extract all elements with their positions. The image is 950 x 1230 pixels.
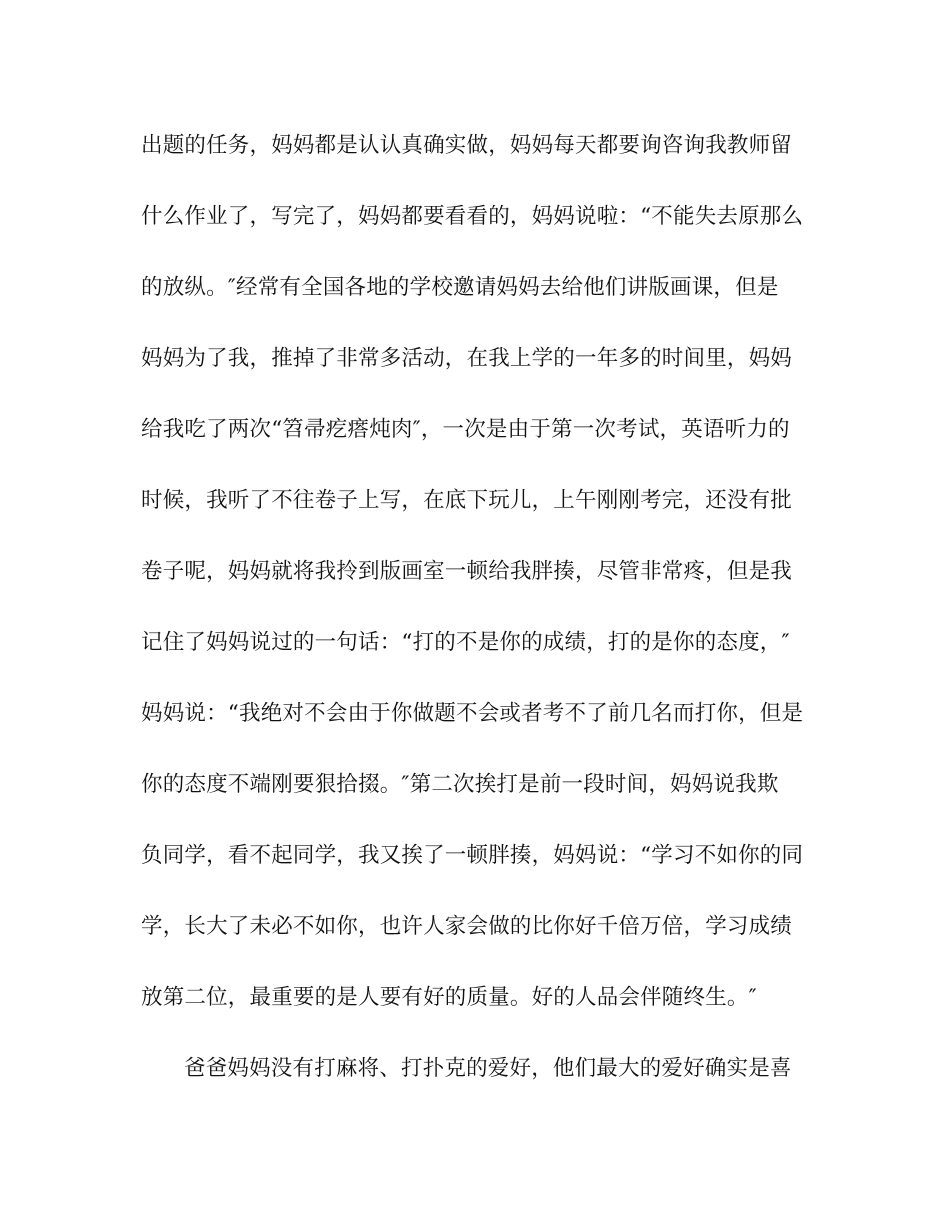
text-line: 负同学，看不起同学，我又挨了一顿胖揍，妈妈说：“学习不如你的同 — [141, 843, 804, 868]
text-line: 时候，我听了不往卷子上写，在底下玩儿，上午刚刚考完，还没有批 — [141, 488, 793, 513]
text-line: 妈妈为了我，推掉了非常多活动，在我上学的一年多的时间里，妈妈 — [141, 346, 793, 371]
text-line: 什么作业了，写完了，妈妈都要看看的，妈妈说啦：“不能失去原那么 — [141, 204, 804, 229]
text-line: 的放纵。″经常有全国各地的学校邀请妈妈去给他们讲版画课，但是 — [141, 275, 779, 300]
paragraph-first-line: 爸爸妈妈没有打麻将、打扑克的爱好，他们最大的爱好确实是喜 — [184, 1056, 792, 1081]
text-line: 记住了妈妈说过的一句话：“打的不是你的成绩，打的是你的态度，″ — [141, 630, 790, 655]
text-line: 放第二位，最重要的是人要有好的质量。好的人品会伴随终生。″ — [141, 985, 757, 1010]
text-line: 给我吃了两次“笤帚疙瘩炖肉″，一次是由于第一次考试，英语听力的 — [141, 417, 790, 442]
text-line: 出题的任务，妈妈都是认认真确实做，妈妈每天都要询咨询我教师留 — [141, 133, 793, 158]
text-line: 你的态度不端刚要狠拾掇。″第二次挨打是前一段时间，妈妈说我欺 — [141, 772, 779, 797]
text-line: 卷子呢，妈妈就将我拎到版画室一顿给我胖揍，尽管非常疼，但是我 — [141, 559, 793, 584]
text-line: 妈妈说：“我绝对不会由于你做题不会或者考不了前几名而打你，但是 — [141, 701, 804, 726]
text-line: 学，长大了未必不如你，也许人家会做的比你好千倍万倍，学习成绩 — [141, 914, 793, 939]
